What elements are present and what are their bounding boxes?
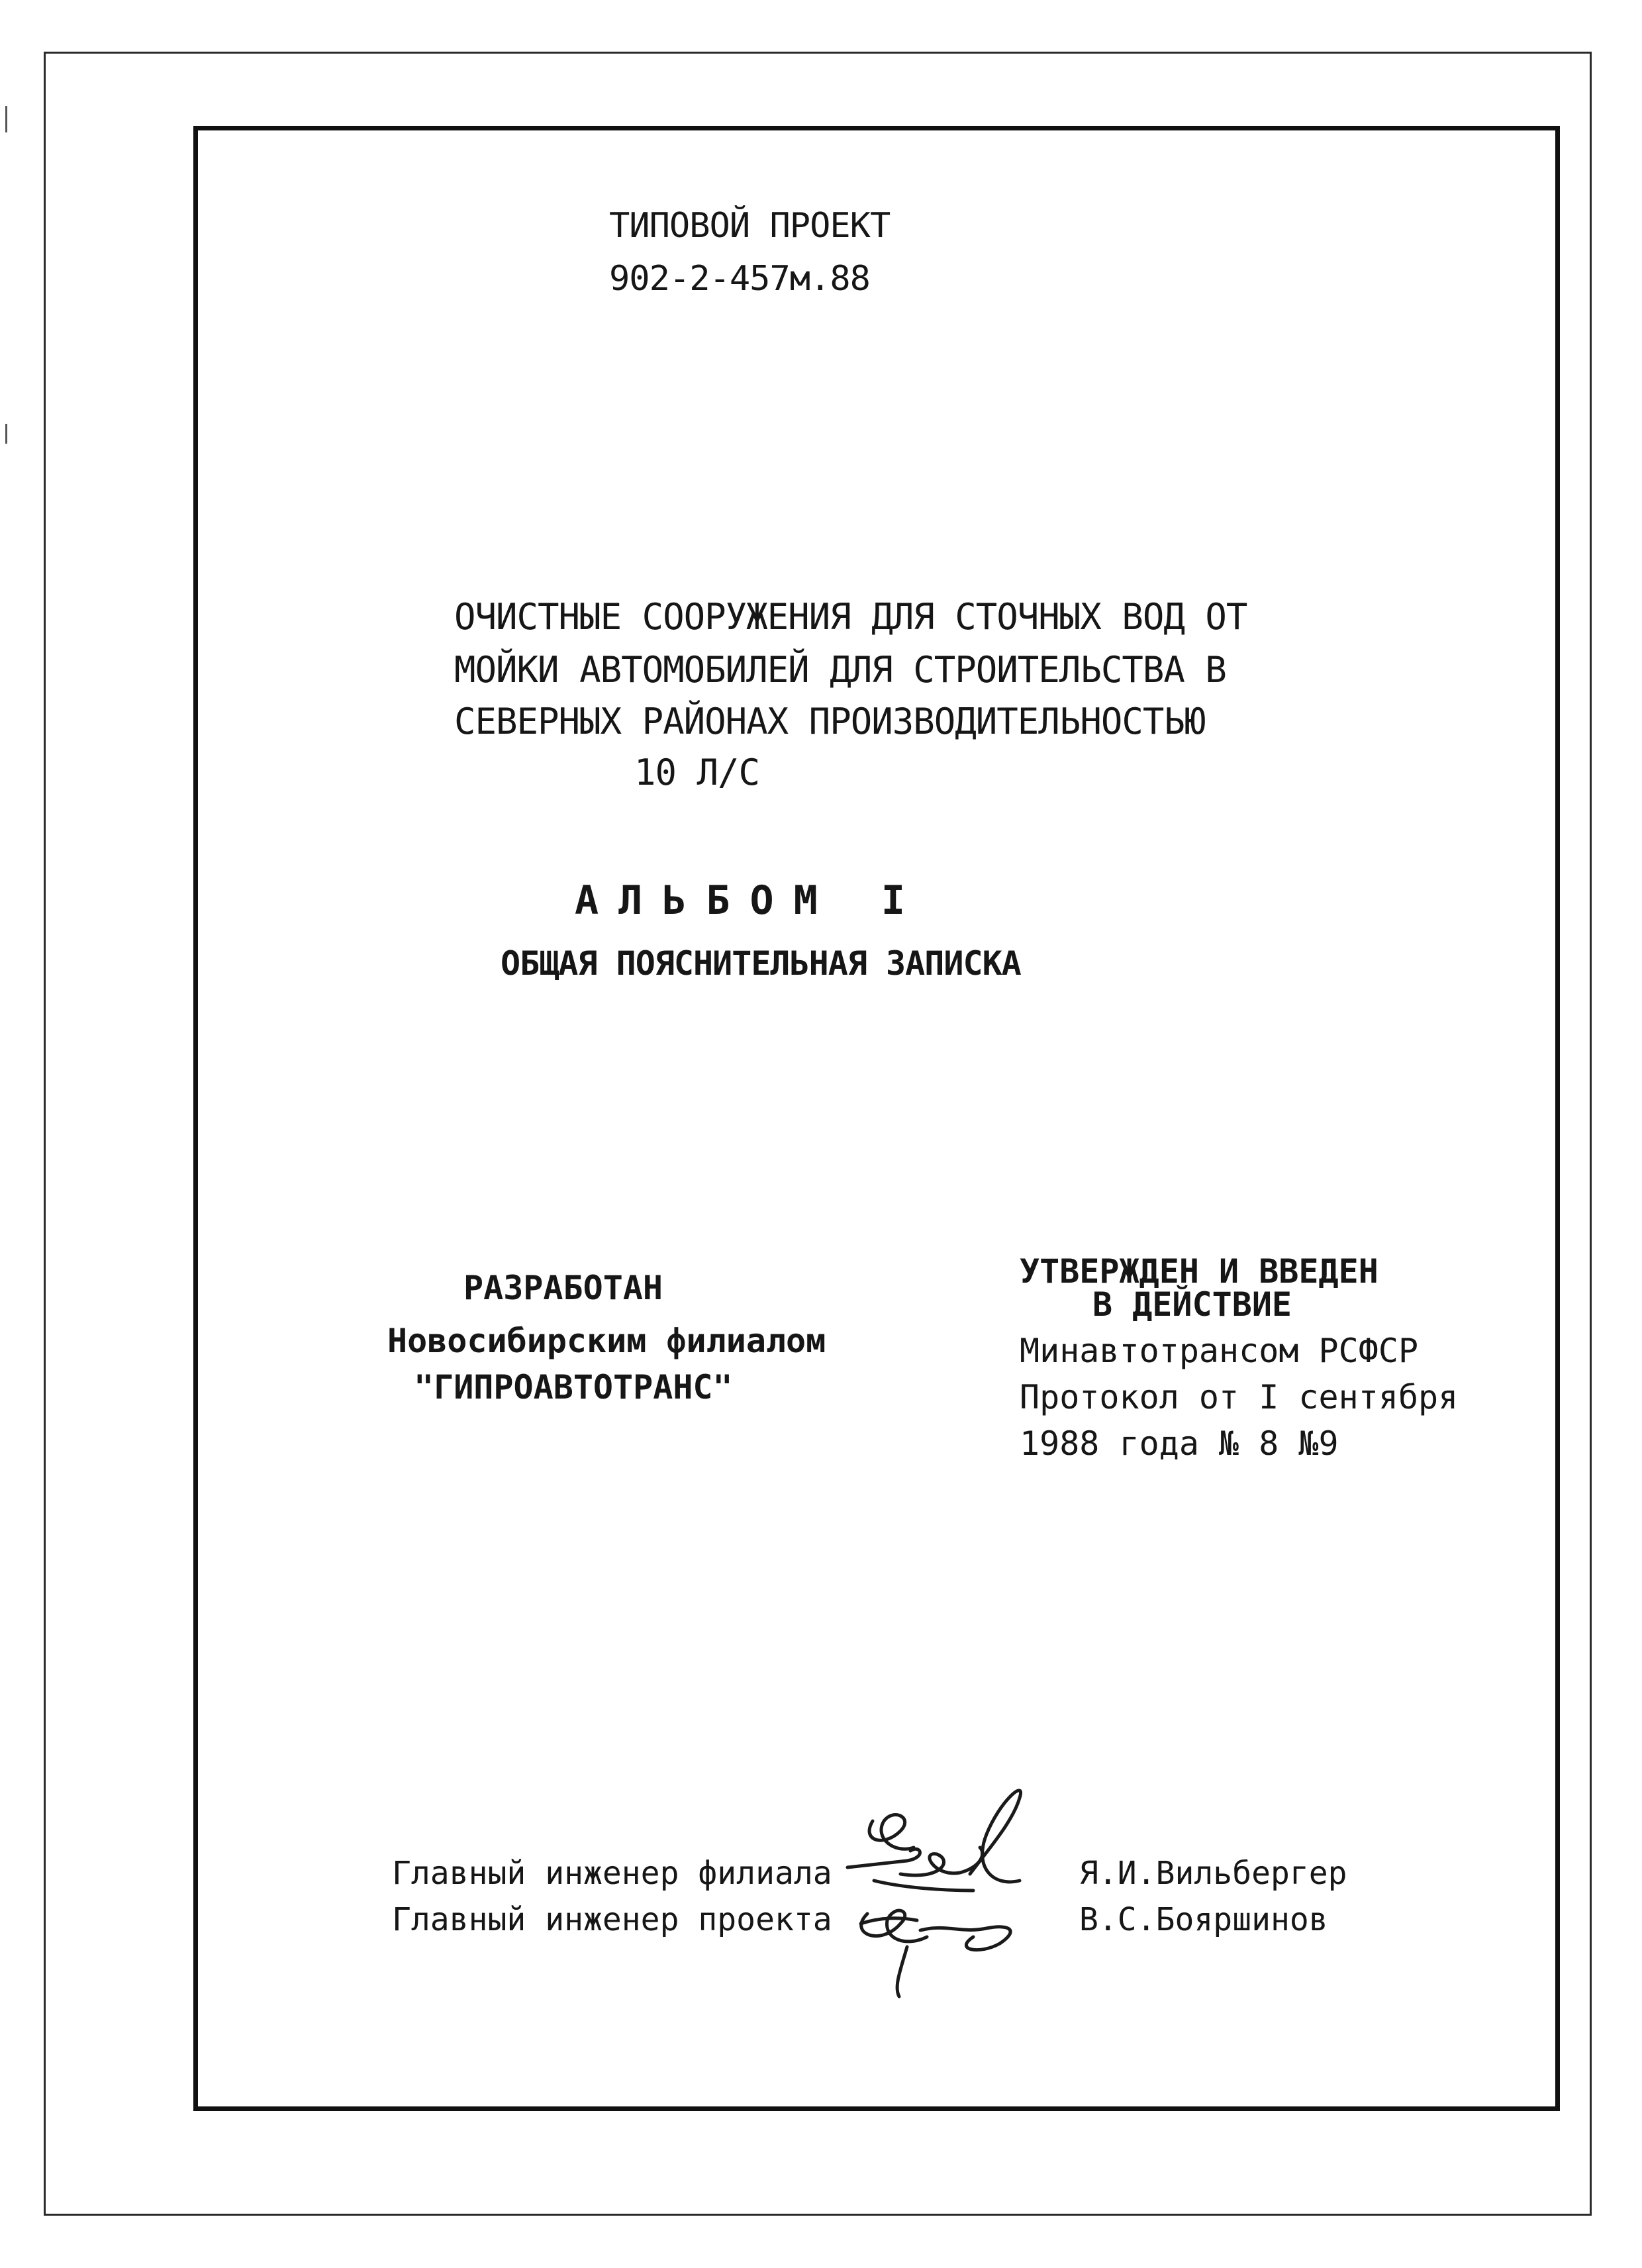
developed-institute: "ГИПРОАВТОТРАНС" xyxy=(414,1368,733,1406)
album-label: АЛЬБОМ I xyxy=(575,877,925,924)
approved-by: Минавтотрансом РСФСР xyxy=(1020,1332,1419,1370)
developed-org: Новосибирским филиалом xyxy=(387,1322,826,1360)
signature-role-1: Главный инженер филиала xyxy=(392,1855,832,1892)
project-number: 902-2-457м.88 xyxy=(609,259,870,299)
approved-year-number: 1988 года № 8 №9 xyxy=(1020,1424,1339,1463)
title-line-2: МОЙКИ АВТОМОБИЛЕЙ ДЛЯ СТРОИТЕЛЬСТВА В xyxy=(454,649,1226,691)
approved-protocol: Протокол от I сентября xyxy=(1020,1378,1459,1416)
scan-edge-mark xyxy=(5,424,7,444)
handwritten-signature xyxy=(821,1781,1086,2000)
developed-heading: РАЗРАБОТАН xyxy=(463,1269,663,1307)
signature-name-1: Я.И.Вильбергер xyxy=(1079,1855,1347,1892)
approved-heading-1: УТВЕРЖДЕН И ВВЕДЕН xyxy=(1020,1252,1378,1291)
signature-role-2: Главный инженер проекта xyxy=(392,1901,832,1938)
title-line-1: ОЧИСТНЫЕ СООРУЖЕНИЯ ДЛЯ СТОЧНЫХ ВОД ОТ xyxy=(454,596,1247,638)
title-line-4: 10 Л/С xyxy=(634,752,760,793)
scan-edge-mark xyxy=(5,106,7,132)
signature-name-2: В.С.Бояршинов xyxy=(1079,1901,1328,1938)
title-line-3: СЕВЕРНЫХ РАЙОНАХ ПРОИЗВОДИТЕЛЬНОСТЬЮ xyxy=(454,701,1206,742)
approved-heading-2: В ДЕЙСТВИЕ xyxy=(1092,1285,1292,1324)
project-type: ТИПОВОЙ ПРОЕКТ xyxy=(609,206,891,246)
album-subtitle: ОБЩАЯ ПОЯСНИТЕЛЬНАЯ ЗАПИСКА xyxy=(501,944,1021,983)
